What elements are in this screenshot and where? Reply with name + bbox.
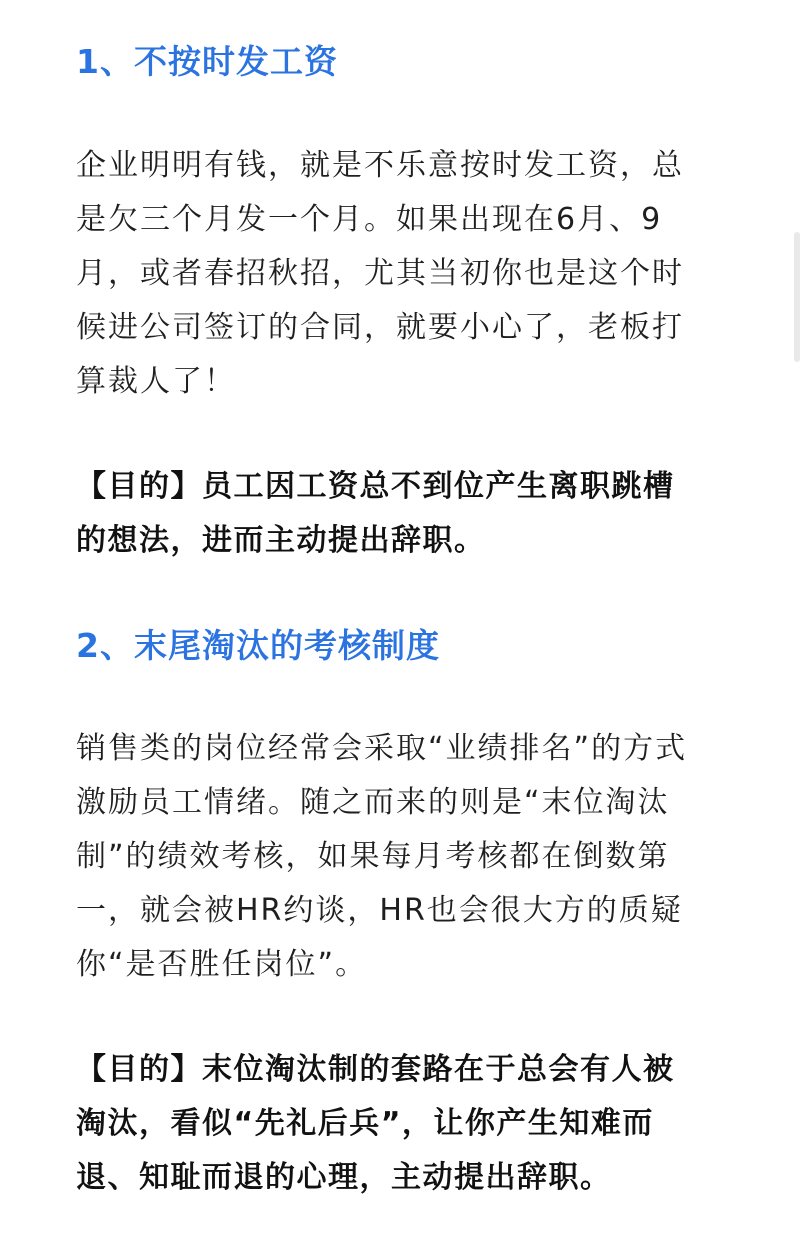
section-2-purpose [76,1043,728,1205]
purpose-line: 的想法，进而主动提出辞职。 [76,523,486,558]
purpose-line: 【目的】末位淘汰制的套路在于总会有人被 [76,1052,675,1087]
section-heading-2: 2、末尾淘汰的考核制度 [76,626,440,665]
section-2-body [76,722,728,992]
body-line: 月，或者春招秋招，尤其当初你也是这个时 [76,256,684,291]
purpose-line: 退、知耻而退的心理，主动提出辞职。 [76,1160,612,1195]
body-line: 企业明明有钱，就是不乐意按时发工资，总 [76,148,684,183]
section-1-body [76,139,728,409]
body-line: 是欠三个月发一个月。如果出现在6月、9 [76,202,663,237]
body-line: 算裁人了！ [76,364,236,399]
body-line: 销售类的岗位经常会采取“业绩排名”的方式 [76,731,688,766]
body-line: 你“是否胜任岗位”。 [76,947,368,982]
section-heading-1: 1、不按时发工资 [76,42,338,81]
body-line: 一，就会被HR约谈，HR也会很大方的质疑 [76,893,683,928]
scrollbar[interactable] [794,232,800,362]
purpose-line: 淘汰，看似“先礼后兵”，让你产生知难而 [76,1106,654,1141]
body-line: 候进公司签订的合同，就要小心了，老板打 [76,310,684,345]
body-line: 制”的绩效考核，如果每月考核都在倒数第 [76,839,670,874]
section-1-purpose [76,460,728,568]
purpose-line: 【目的】员工因工资总不到位产生离职跳槽 [76,469,675,504]
body-line: 激励员工情绪。随之而来的则是“末位淘汰 [76,785,670,820]
